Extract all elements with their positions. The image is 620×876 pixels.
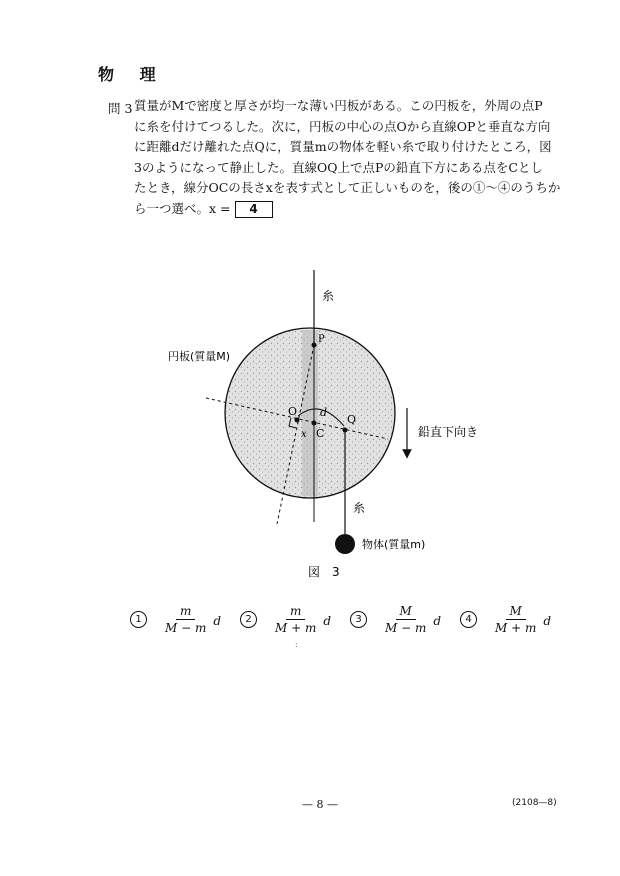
label-vertical-down: 鉛直下向き bbox=[418, 425, 479, 439]
label-object: 物体(質量m) bbox=[362, 538, 426, 551]
numerator: m bbox=[176, 604, 195, 620]
question-line: に糸を付けてつるした。次に，円板の中心の点Oから直線OPと垂直な方向 bbox=[134, 118, 551, 134]
choice-1[interactable] bbox=[130, 604, 221, 635]
label-q: Q bbox=[347, 413, 357, 426]
choice-fraction bbox=[491, 604, 540, 635]
figure-3 bbox=[150, 258, 490, 588]
disk-shading bbox=[302, 330, 318, 496]
choice-suffix: d bbox=[433, 614, 442, 628]
label-string-bottom: 糸 bbox=[353, 501, 366, 515]
label-p: P bbox=[318, 334, 325, 345]
choice-fraction bbox=[381, 604, 430, 635]
choice-suffix: d bbox=[323, 614, 332, 628]
point-o bbox=[295, 418, 300, 423]
page-number: — 8 — bbox=[302, 798, 338, 811]
choice-suffix: d bbox=[543, 614, 552, 628]
choice-number: 3 bbox=[350, 611, 367, 628]
choice-number: 1 bbox=[130, 611, 147, 628]
object-mass bbox=[335, 534, 355, 554]
question-line: ら一つ選べ。x = bbox=[134, 200, 231, 216]
question-last-line bbox=[134, 199, 486, 220]
label-o: O bbox=[288, 405, 298, 418]
label-string-top: 糸 bbox=[322, 289, 335, 303]
numerator: m bbox=[286, 604, 305, 620]
question-line: に距離dだけ離れた点Qに，質量mの物体を軽い糸で取り付けたところ，図 bbox=[134, 139, 552, 154]
denominator: M − m bbox=[385, 621, 427, 635]
question-line: 質量がMで密度と厚さが均一な薄い円板がある。この円板を，外周の点P bbox=[134, 98, 543, 113]
denominator: M + m bbox=[495, 621, 537, 635]
choice-2[interactable] bbox=[240, 604, 331, 635]
question-number: 問 3 bbox=[108, 101, 133, 116]
choice-3[interactable] bbox=[350, 604, 441, 635]
choice-fraction bbox=[161, 604, 210, 635]
subject-title: 物 理 bbox=[98, 65, 166, 84]
label-x: x bbox=[301, 429, 307, 440]
label-d: d bbox=[320, 406, 328, 419]
point-c bbox=[312, 421, 317, 426]
label-disk: 円板(質量M) bbox=[168, 350, 231, 363]
answer-box[interactable]: 4 bbox=[235, 201, 273, 218]
question-line: たとき，線分OCの長さxを表す式として正しいものを，後の①～④のうちか bbox=[134, 180, 561, 195]
speck-mark: : bbox=[295, 640, 298, 649]
choice-number: 2 bbox=[240, 611, 257, 628]
choice-fraction bbox=[271, 604, 320, 635]
numerator: M bbox=[506, 604, 526, 620]
figure-caption: 図 3 bbox=[308, 565, 340, 579]
denominator: M − m bbox=[165, 621, 207, 635]
exam-code: (2108—8) bbox=[512, 798, 557, 808]
point-p bbox=[312, 343, 317, 348]
label-c: C bbox=[316, 427, 325, 440]
choice-suffix: d bbox=[213, 614, 222, 628]
choice-4[interactable] bbox=[460, 604, 551, 635]
answer-choices bbox=[130, 604, 570, 644]
question-text bbox=[134, 96, 561, 219]
choice-number: 4 bbox=[460, 611, 477, 628]
denominator: M + m bbox=[275, 621, 317, 635]
question-line: 3のようになって静止した。直線OQ上で点Pの鉛直下方にある点をCとし bbox=[134, 159, 543, 175]
numerator: M bbox=[396, 604, 416, 620]
